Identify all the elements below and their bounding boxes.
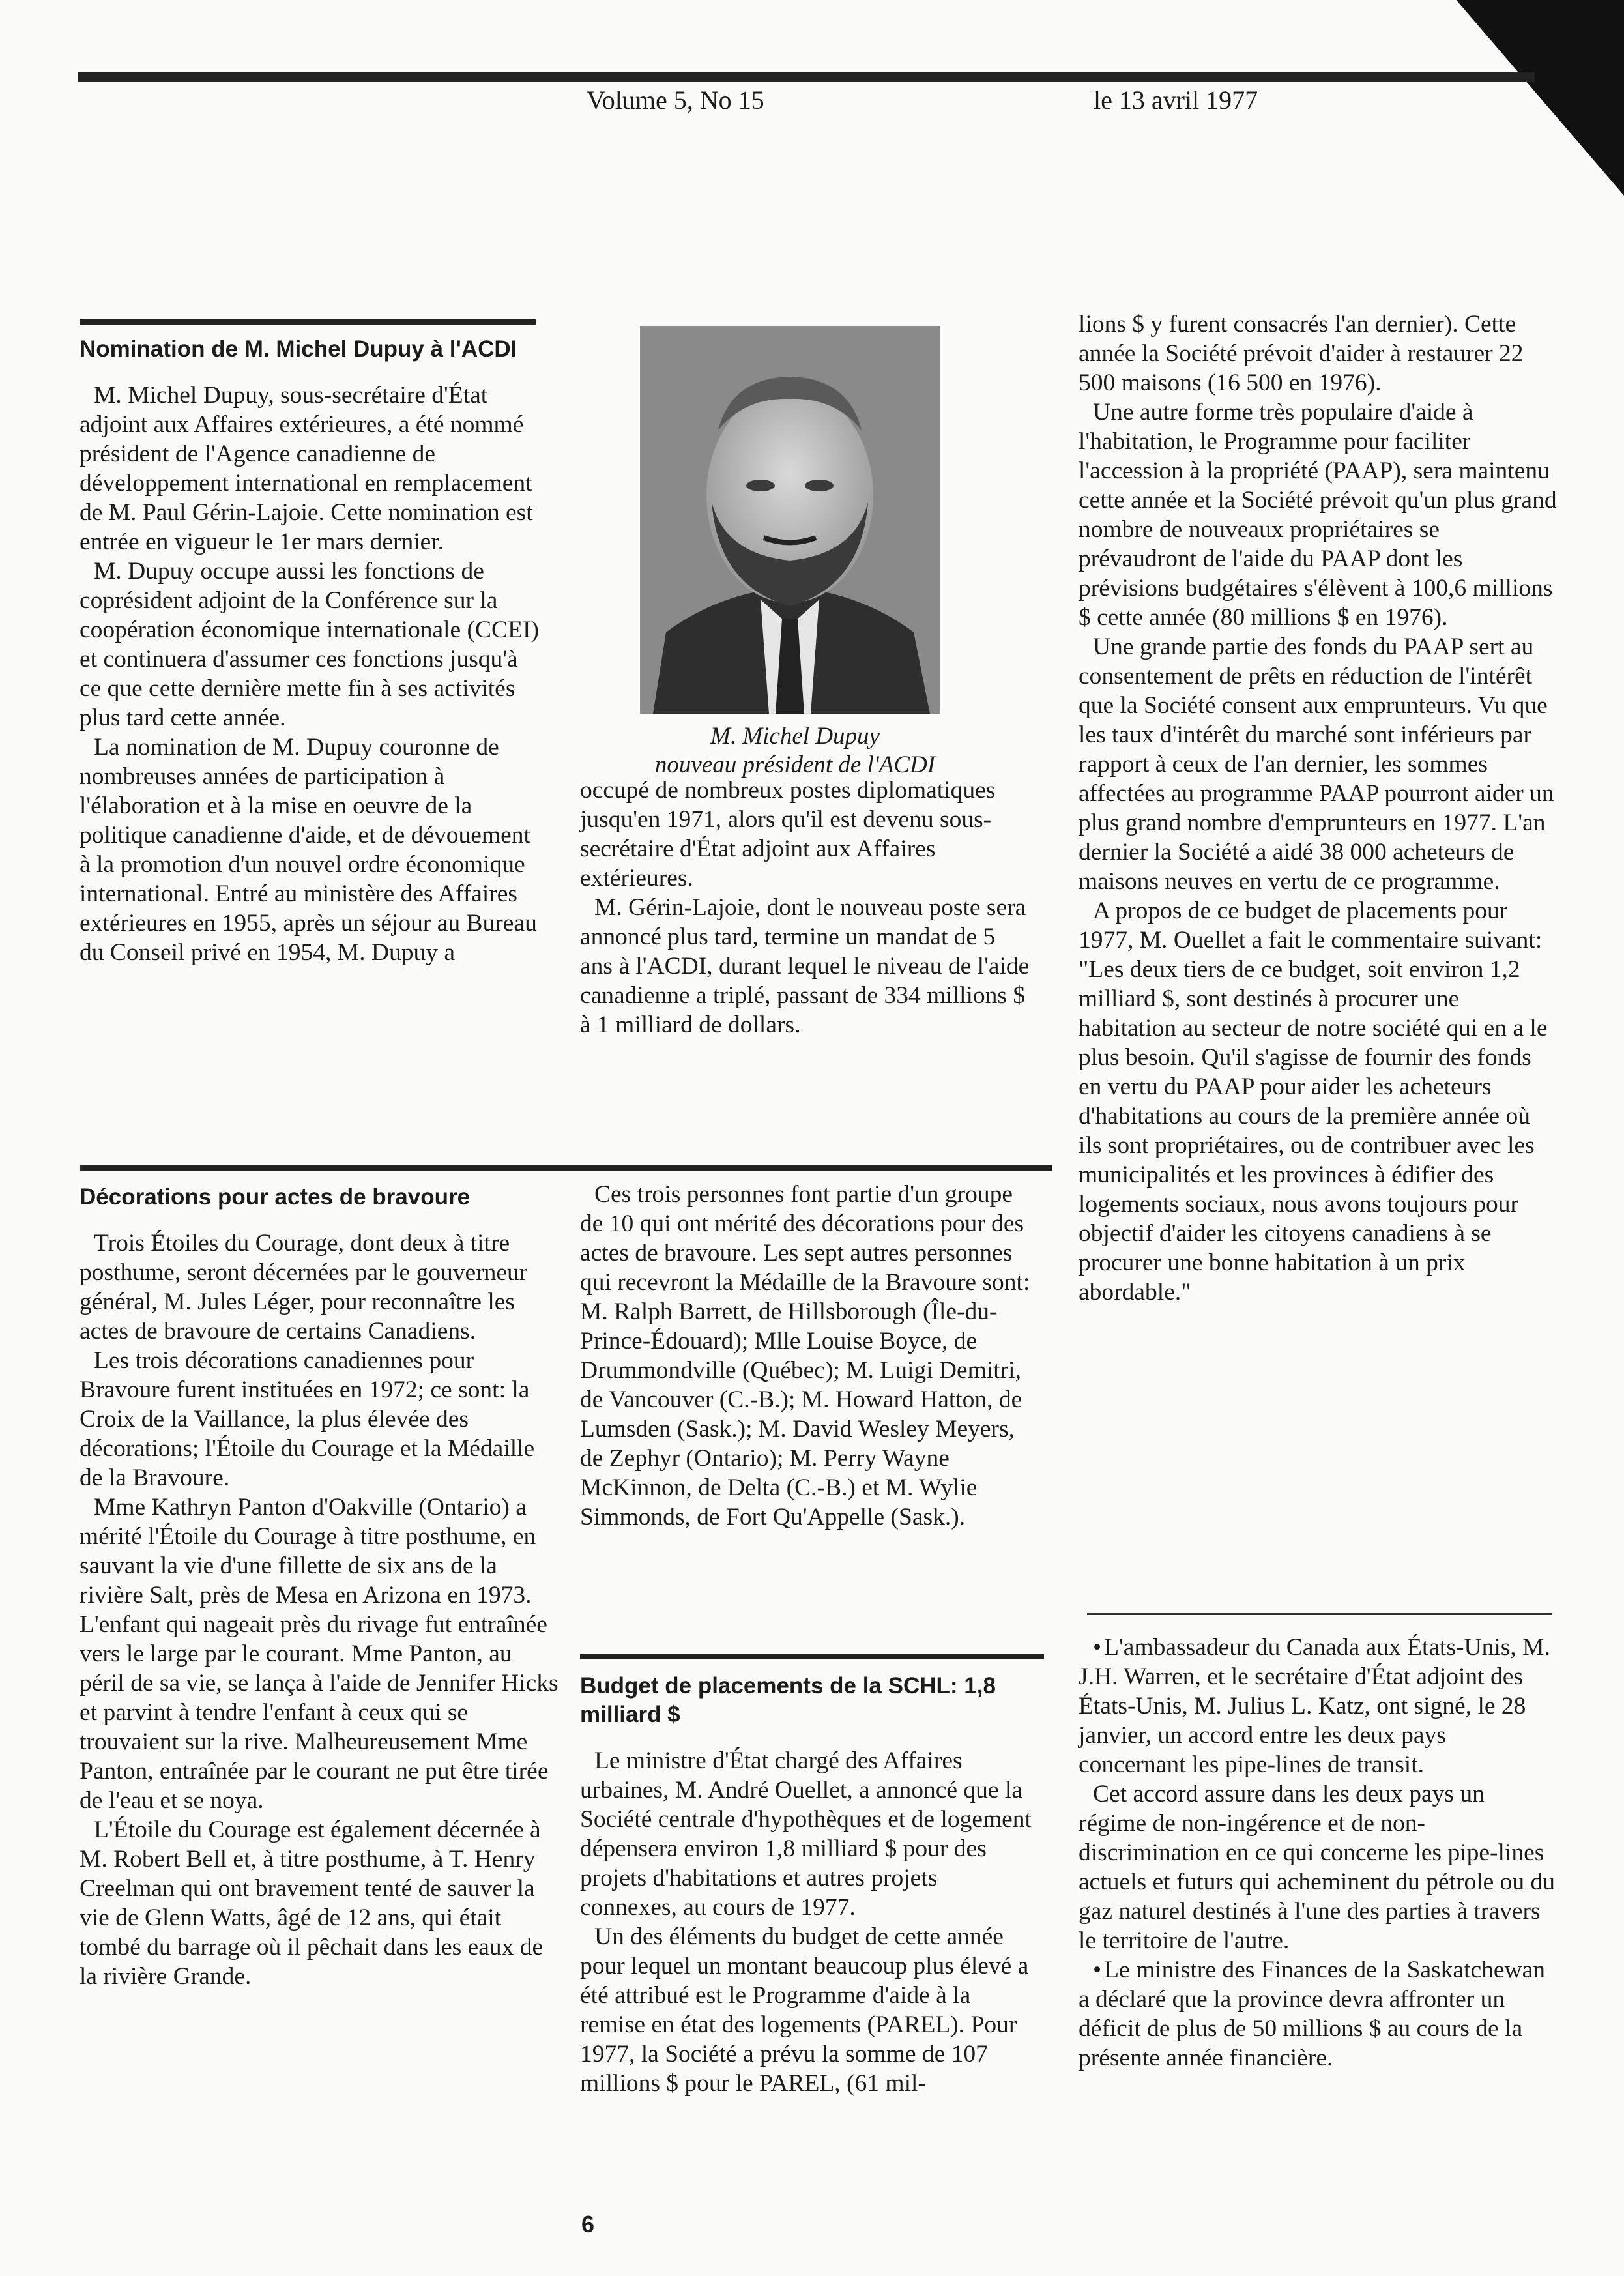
paragraph: Le ministre d'État chargé des Affaires urbaines, M. André Ouellet, a annoncé que la Société centrale d'hypothèques et de logement dépensera environ 1,8 milliard $ pour des projets d'habitations et autres projets connexes, au cours de 1977.: [580, 1747, 1032, 1921]
paragraph: M. Dupuy occupe aussi les fonctions de coprésident adjoint de la Conférence sur la coopération économique internationale (CCEI) et continuera d'assumer ces fonctions jusqu'à ce que cette dernière mette fin à ses activités plus tard cette année.: [80, 558, 539, 731]
caption-name: M. Michel Dupuy: [710, 723, 880, 750]
paragraph: Mme Kathryn Panton d'Oakville (Ontario) a mérité l'Étoile du Courage à titre posthume, en sauvant la vie d'une fillette de six ans de la rivière Salt, près de Mesa en Arizona en 1973. L'enfant qui nageait près du rivage fut entraînée vers le large par le courant. Mme Panton, au péril de sa vie, se lança à l'aide de Jennifer Hicks et parvint à tendre l'enfant à ceux qui se trouvaient sur la rive. Malheureusement Mme Panton, entraînée par le courant ne put être tirée de l'eau et se noya.: [80, 1494, 558, 1814]
paragraph: Cet accord assure dans les deux pays un régime de non-ingérence et de non-discrimination en ce qui concerne les pipe-lines actuels et futurs qui acheminent du pétrole ou du gaz naturel destinés à l'une des parties à travers le territoire de l'autre.: [1079, 1781, 1556, 1954]
briefs-rule: [1087, 1613, 1552, 1615]
paragraph: A propos de ce budget de placements pour 1977, M. Ouellet a fait le commentaire suivant: "Les deux tiers de ce budget, soit environ 1,2 milliard $, sont destinés à procurer une habitation au secteur de notre société qui en a le plus besoin. Qu'il s'agisse de fournir des fonds en vertu du PAAP pour aider les acheteurs d'habitations au cours de la première année où ils sont propriétaires, ou de contribuer avec les municipalités et les provinces à édifier des logements sociaux, nous avons toujours pour objectif d'aider les citoyens canadiens à se procurer une bonne habitation à un prix abordable.": [1079, 897, 1548, 1306]
caption-title: nouveau président de l'ACDI: [654, 751, 936, 778]
paragraph: occupé de nombreux postes diplomatiques jusqu'en 1971, alors qu'il est devenu sous-secrétaire d'État adjoint aux Affaires extérieures.: [580, 777, 996, 892]
paragraph: Un des éléments du budget de cette année pour lequel un montant beaucoup plus élevé a été attribué est le Programme d'aide à la remise en état des logements (PAREL). Pour 1977, la Société a prévu la somme de 107 millions $ pour le PAREL, (61 mil-: [580, 1923, 1029, 2097]
article-bravoure-col2: [580, 1180, 1039, 1532]
article-title: Décorations pour actes de bravoure: [80, 1184, 471, 1210]
article-schl-col2: [580, 1672, 1039, 2098]
article-rule: [80, 319, 536, 325]
paragraph: Les trois décorations canadiennes pour Bravoure furent instituées en 1972; ce sont: la Croix de la Vaillance, la plus élevée des décorations; l'Étoile du Courage et la Médaille de la Bravoure.: [80, 1347, 535, 1491]
paragraph: M. Michel Dupuy, sous-secrétaire d'État adjoint aux Affaires extérieures, a été nommé président de l'Agence canadienne de développement international en remplacement de M. Paul Gérin-Lajoie. Cette nomination est entrée en vigueur le 1er mars dernier.: [80, 382, 533, 555]
article-dupuy-col2: [580, 776, 1030, 1040]
volume-number: Volume 5, No 15: [587, 85, 764, 115]
article-title: Nomination de M. Michel Dupuy à l'ACDI: [80, 336, 517, 362]
paragraph: Une grande partie des fonds du PAAP sert au consentement de prêts en réduction de l'intérêt que la Société consent aux emprunteurs. Vu que les taux d'intérêt du marché sont inférieurs par rapport à ceux de l'an dernier, les sommes affectées au programme PAAP pourront aider un plus grand nombre d'emprunteurs en 1977. L'an dernier la Société a aidé 38 000 acheteurs de maisons neuves en vertu de ce programme.: [1079, 634, 1554, 895]
article-schl-col3: [1079, 310, 1558, 1307]
paragraph: M. Gérin-Lajoie, dont le nouveau poste sera annoncé plus tard, termine un mandat de 5 ans à l'ACDI, durant lequel le niveau de l'aide canadienne a triplé, passant de 334 millions $ à 1 milliard de dollars.: [580, 894, 1030, 1038]
paragraph: lions $ y furent consacrés l'an dernier). Cette année la Société prévoit d'aider à restaurer 22 500 maisons (16 500 en 1976).: [1079, 311, 1524, 396]
portrait-photo: [640, 326, 940, 714]
photo-caption: [587, 722, 1004, 780]
paragraph: Une autre forme très populaire d'aide à l'habitation, le Programme pour faciliter l'accession à la propriété (PAAP), sera maintenu cette année et la Société prévoit qu'un plus grand nombre de nouveaux propriétaires se prévaudront de l'aide du PAAP dont les prévisions budgétaires s'élèvent à 100,6 millions $ cette année (80 millions $ en 1976).: [1079, 399, 1557, 631]
scan-corner-shadow: [1409, 0, 1624, 196]
paragraph: L'Étoile du Courage est également décernée à M. Robert Bell et, à titre posthume, à T. Henry Creelman qui ont bravement tenté de sauver la vie de Glenn Watts, âgé de 12 ans, qui était tombé du barrage où il pêchait dans les eaux de la rivière Grande.: [80, 1816, 544, 1990]
article-title: Budget de placements de la SCHL: 1,8 milliard $: [580, 1673, 996, 1727]
article-bravoure-col1: [80, 1183, 558, 1991]
paragraph: La nomination de M. Dupuy couronne de nombreuses années de participation à l'élaboration et à la mise en oeuvre de la politique canadienne d'aide, et de dévouement à la promotion d'un nouvel ordre économique international. Entré au ministère des Affaires extérieures en 1955, après un séjour au Bureau du Conseil privé en 1954, M. Dupuy a: [80, 734, 537, 966]
paragraph: Trois Étoiles du Courage, dont deux à titre posthume, seront décernées par le gouverneur général, M. Jules Léger, pour reconnaître les actes de bravoure de certains Canadiens.: [80, 1230, 528, 1345]
paragraph: Ces trois personnes font partie d'un groupe de 10 qui ont mérité des décorations pour des actes de bravoure. Les sept autres personnes qui recevront la Médaille de la Bravoure sont: M. Ralph Barrett, de Hillsborough (Île-du-Prince-Édouard); Mlle Louise Boyce, de Drummondville (Québec); M. Luigi Demitri, de Vancouver (C.-B.); M. Howard Hatton, de Lumsden (Sask.); M. David Wesley Meyers, de Zephyr (Ontario); M. Perry Wayne McKinnon, de Delta (C.-B.) et M. Wylie Simmonds, de Fort Qu'Appelle (Sask.).: [580, 1181, 1030, 1530]
article-dupuy-col1: [80, 335, 539, 967]
brief-item: • L'ambassadeur du Canada aux États-Unis, M. J.H. Warren, et le secrétaire d'État adjoint des États-Unis, M. Julius L. Katz, ont signé, le 28 janvier, un accord entre les deux pays concernant les pipe-lines de transit.: [1079, 1633, 1558, 1779]
page-number: 6: [581, 2211, 595, 2238]
issue-date: le 13 avril 1977: [1094, 85, 1258, 115]
news-briefs: [1079, 1633, 1558, 2073]
article-rule: [580, 1654, 1044, 1659]
brief-item: • Le ministre des Finances de la Saskatchewan a déclaré que la province devra affronter un déficit de plus de 50 millions $ au cours de la présente année financière.: [1079, 1955, 1558, 2073]
article-rule: [80, 1165, 1052, 1171]
header-rule: [78, 72, 1535, 82]
